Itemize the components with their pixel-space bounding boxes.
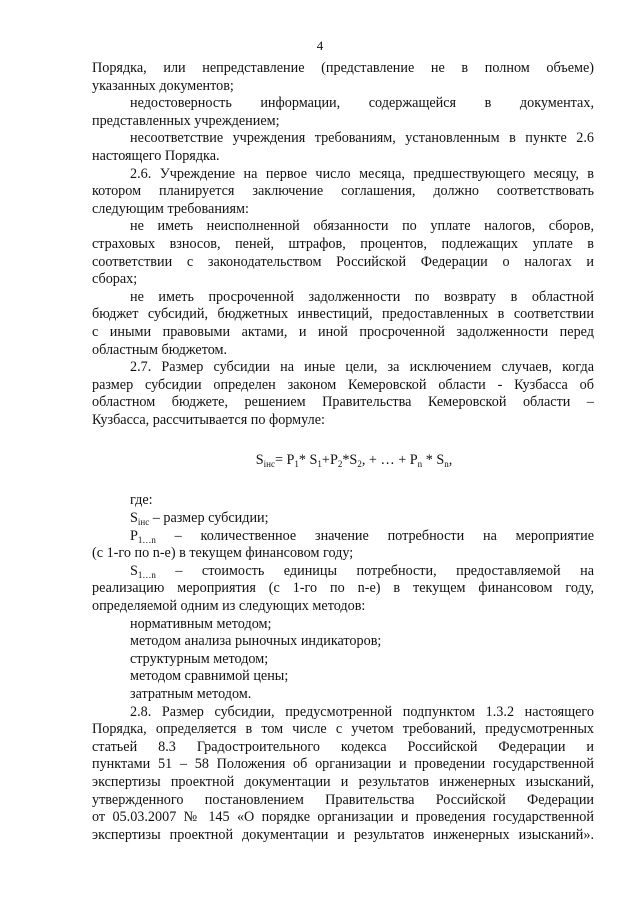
where-label: где: <box>130 492 153 509</box>
text-line: не иметь неисполненной обязанности по уплате налогов, сборов, <box>130 218 594 235</box>
text-line: сборах; <box>92 271 138 288</box>
definition-symbol: S <box>130 510 138 527</box>
text-line: размер субсидии определен законом Кемеровской области - Кузбасса об <box>92 376 594 393</box>
formula-operator: , <box>448 452 453 469</box>
formula-operator: = <box>274 452 287 469</box>
formula-symbol: P <box>286 452 295 469</box>
text-line: пунктами 51 – 58 Положения об организации и проведении государственной <box>92 756 594 773</box>
formula-operator: , + … + <box>361 452 410 469</box>
text-line: областном бюджете, решением Правительства Кемеровской области – <box>92 394 594 411</box>
text-line: экспертизы проектной документации и результатов инженерных изысканий». <box>92 826 594 843</box>
text-line: статьей 8.3 Градостроительного кодекса Российской Федерации и <box>92 738 594 755</box>
page-number: 4 <box>316 38 324 53</box>
formula-subscript: iнс <box>263 459 275 470</box>
text-line: 2.7. Размер субсидии на иные цели, за исключением случаев, когда <box>130 359 594 376</box>
paragraphs-top <box>92 60 594 429</box>
text-line: представленных учреждением; <box>92 112 280 129</box>
formula-symbol: P <box>409 452 418 469</box>
method-item: нормативным методом; <box>130 615 272 632</box>
formula-operator: + <box>321 452 330 469</box>
text-line: Порядка, определяется в том числе с учетом требований, предусмотренных <box>92 721 594 738</box>
text-line: с иными правовыми актами, и иной просроченной задолженности перед <box>92 323 594 340</box>
definition-subscript: 1…n <box>137 534 156 545</box>
formula-symbol: P <box>329 452 338 469</box>
method-item: структурным методом; <box>130 650 269 667</box>
text-line: страховых взносов, пеней, штрафов, процентов, подлежащих уплате в <box>92 235 594 252</box>
definition-s1 <box>92 563 594 581</box>
definition-symbol: P <box>130 527 138 544</box>
formula-subscript: n <box>417 459 423 470</box>
text-line: утвержденного постановлением Правительства Российской Федерации <box>92 791 594 808</box>
formula-subscript: 2 <box>357 459 362 470</box>
method-item: методом сравнимой цены; <box>130 668 289 685</box>
definition-p <box>92 528 594 546</box>
text-line: указанных документов; <box>92 77 234 94</box>
text-line: соответствии с законодательством Российской Федерации о налогах и <box>92 253 594 270</box>
text-line: Кузбасса, рассчитывается по формуле: <box>92 411 325 428</box>
definition-s <box>92 510 594 528</box>
formula-subscript: 2 <box>337 459 343 470</box>
text-line: Порядка, или непредставление (представление не в полном объеме) <box>92 60 594 76</box>
document-body <box>92 60 594 844</box>
formula-symbol: S <box>309 452 318 469</box>
formula-operator: * <box>422 452 437 469</box>
definition-text: – стоимость единицы потребности, предоставляемой на <box>155 562 594 579</box>
definition-text: – количественное значение потребности на мероприятие <box>155 527 594 544</box>
formula-operator: * <box>298 452 310 469</box>
formula-subscript: 1 <box>294 459 299 470</box>
subsidy-formula <box>114 451 594 469</box>
formula-symbol: S <box>255 452 264 469</box>
formula-subscript: 1 <box>317 459 322 470</box>
text-line: следующим требованиям: <box>92 200 249 217</box>
method-item: методом анализа рыночных индикаторов; <box>130 633 382 650</box>
text-line: от 05.03.2007 № 145 «О порядке организации и проведения государственной <box>92 809 594 826</box>
text-line: настоящего Порядка. <box>92 147 220 164</box>
text-line: недостоверность информации, содержащейся в документах, <box>130 95 594 112</box>
text-line: несоответствие учреждения требованиям, установленным в пункте 2.6 <box>130 130 594 147</box>
definition-subscript: 1…n <box>137 569 156 580</box>
formula-subscript: n <box>444 459 449 470</box>
methods-list <box>92 616 594 704</box>
definition-text: – размер субсидии; <box>149 510 269 527</box>
text-line: областным бюджетом. <box>92 341 228 358</box>
text-line: котором планируется заключение соглашения, должно соответствовать <box>92 183 594 200</box>
definition-s1-cont: реализацию мероприятия (с 1-го по n-е) в текущем финансовом году, <box>92 580 594 597</box>
formula-operator: * <box>342 452 350 469</box>
text-line: 2.6. Учреждение на первое число месяца, предшествующего месяцу, в <box>130 165 594 182</box>
formula-symbol: S <box>349 452 358 469</box>
method-item: затратным методом. <box>130 686 252 702</box>
paragraphs-bottom <box>92 704 594 845</box>
definition-symbol: S <box>130 562 138 579</box>
text-line: 2.8. Размер субсидии, предусмотренной подпунктом 1.3.2 настоящего <box>130 703 594 720</box>
formula-symbol: S <box>436 452 445 469</box>
text-line: бюджет субсидий, бюджетных инвестиций, предоставленных в соответствии <box>92 306 594 323</box>
text-line: экспертизы проектной документации и результатов инженерных изысканий, <box>92 773 594 790</box>
text-line: не иметь просроченной задолженности по возврату в областной <box>130 288 594 305</box>
definition-subscript: iнс <box>137 517 150 528</box>
definition-p-cont: (с 1-го по n-е) в текущем финансовом году; <box>92 545 354 562</box>
definition-s1-cont: определяемой одним из следующих методов: <box>92 598 366 615</box>
